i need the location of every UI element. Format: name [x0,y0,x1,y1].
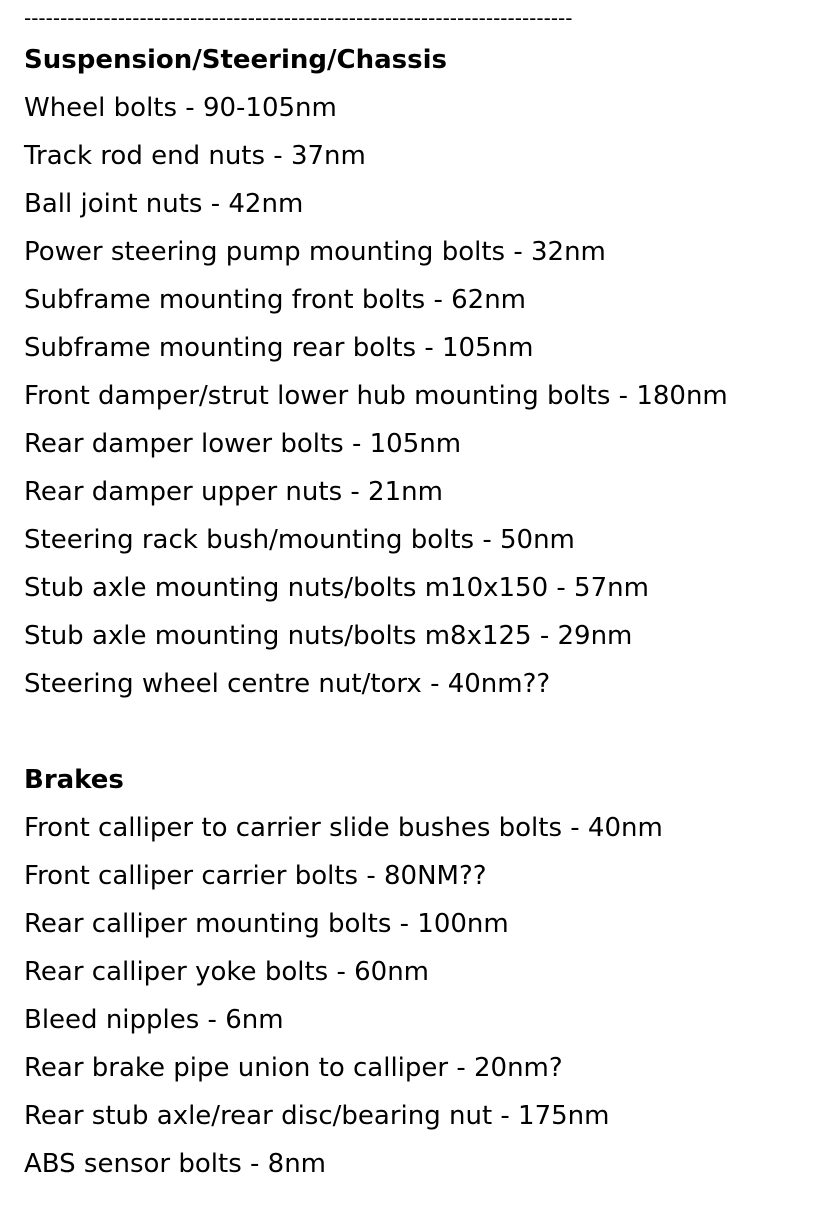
list-item: Power steering pump mounting bolts - 32nm [24,237,606,267]
list-item: Front calliper carrier bolts - 80NM?? [24,861,487,891]
list-item: Bleed nipples - 6nm [24,1005,284,1035]
dashed-divider: ---------------------------------------------------------------------------- [24,6,573,30]
list-item: Wheel bolts - 90-105nm [24,93,337,123]
list-item: Rear calliper yoke bolts - 60nm [24,957,429,987]
list-item: Steering wheel centre nut/torx - 40nm?? [24,669,551,699]
list-item: Track rod end nuts - 37nm [24,141,366,171]
list-item: Subframe mounting front bolts - 62nm [24,285,526,315]
list-item: Stub axle mounting nuts/bolts m10x150 - 57nm [24,573,649,603]
document-body [24,0,814,1188]
list-item: Steering rack bush/mounting bolts - 50nm [24,525,575,555]
list-item: Front calliper to carrier slide bushes bolts - 40nm [24,813,663,843]
list-item: Rear calliper mounting bolts - 100nm [24,909,509,939]
list-item: Front damper/strut lower hub mounting bolts - 180nm [24,381,728,411]
list-item: Rear damper lower bolts - 105nm [24,429,462,459]
list-item: Rear stub axle/rear disc/bearing nut - 175nm [24,1101,610,1131]
section-spacer [24,708,814,756]
list-item: Stub axle mounting nuts/bolts m8x125 - 29nm [24,621,633,651]
list-item: Rear brake pipe union to calliper - 20nm? [24,1053,563,1083]
section-heading-brakes: Brakes [24,765,124,795]
list-item: Rear damper upper nuts - 21nm [24,477,443,507]
list-item: ABS sensor bolts - 8nm [24,1149,326,1179]
section-heading-suspension: Suspension/Steering/Chassis [24,45,447,75]
list-item: Subframe mounting rear bolts - 105nm [24,333,534,363]
list-item: Ball joint nuts - 42nm [24,189,304,219]
